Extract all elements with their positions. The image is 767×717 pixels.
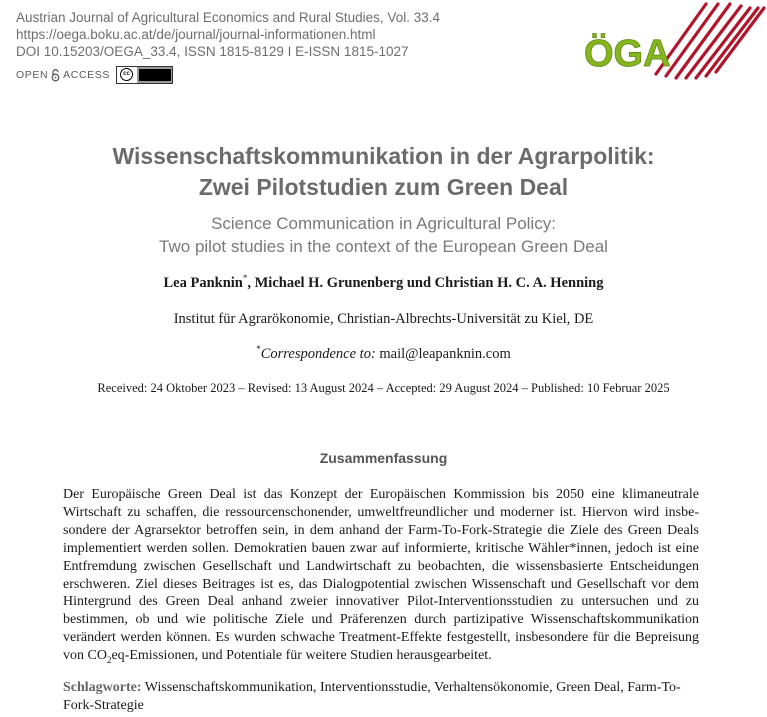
paper-subtitle	[0, 212, 767, 258]
author-others: , Michael H. Grunenberg und Christian H. C. A. Henning	[247, 274, 604, 291]
abstract-body	[63, 486, 699, 670]
correspondence	[0, 344, 767, 363]
cc-license-badge[interactable]	[116, 66, 173, 84]
author-1: Lea Panknin	[163, 274, 243, 291]
abstract-text: Der Europäische Green Deal ist das Konzept der Europäischen Kommission bis 2050 eine klimaneutrale Wirtschaft zu schaffen, die ressourcenschonender, umweltfreundlicher und moderner ist. Hiervon wird insbesondere der Agrarsektor betroffen sein, in dem anhand der Farm-To-Fork-Strategie die Ziele des Green Deals implementiert werden sollen. Demokratien bauen zwar auf informierte, kritische Wähler*innen, jedoch ist eine Entfremdung zwischen Gesellschaft und Landwirtschaft zu beobachten, die wissensbasierte Entscheidungen erschweren. Ziel dieses Beitrages ist es, das Dialogpotential zwischen Wissenschaft und Gesellschaft vor dem Hintergrund des Green Deal anhand zweier innovativer Pilot-Interventionsstudien zu untersuchen und zu bestimmen, ob und wie politische Ziele und Präferenzen durch partizipative Wissenschaftskommunikation verändert werden können. Es wurden schwache Treatment-Effekte festgestellt, insbesondere für die Bepreisung von CO	[63, 487, 699, 664]
oega-logo	[578, 0, 767, 96]
abstract-text-end: eq-Emissionen, und Potentiale für weitere Studien herausgearbeitet.	[111, 648, 492, 664]
title-line-2: Zwei Pilotstudien zum Green Deal	[198, 174, 569, 200]
keywords	[63, 679, 703, 715]
open-access-row	[16, 66, 173, 84]
keywords-text: Wissenschaftskommunikation, Interventionsstudie, Verhaltensökonomie, Green Deal, Farm-To-Fork-Strategie	[63, 680, 681, 713]
keywords-label: Schlagworte:	[63, 680, 142, 695]
oega-logo-text: ÖGA	[584, 33, 671, 75]
abstract-subscript: 2	[106, 654, 112, 665]
cc-icon: cc	[120, 68, 133, 81]
doi-issn: DOI 10.15203/OEGA_33.4, ISSN 1815-8129 I E-ISSN 1815-1027	[16, 44, 409, 59]
authors	[0, 273, 767, 292]
subtitle-line-1: Science Communication in Agricultural Policy:	[211, 214, 556, 233]
correspondence-label: Correspondence to:	[260, 345, 376, 362]
journal-name: Austrian Journal of Agricultural Economics and Rural Studies, Vol. 33.4	[16, 10, 440, 25]
subtitle-line-2: Two pilot studies in the context of the European Green Deal	[159, 237, 608, 256]
publication-dates: Received: 24 Oktober 2023 – Revised: 13 August 2024 – Accepted: 29 August 2024 – Published: 10 Februar 2025	[97, 381, 670, 395]
paper-title	[0, 141, 767, 203]
affiliation: Institut für Agrarökonomie, Christian-Albrechts-Universität zu Kiel, DE	[173, 311, 594, 327]
journal-header	[16, 9, 440, 60]
title-line-1: Wissenschaftskommunikation in der Agrarpolitik:	[112, 143, 655, 169]
abstract-heading: Zusammenfassung	[319, 450, 448, 466]
correspondence-email[interactable]: mail@leapanknin.com	[379, 345, 511, 362]
journal-url[interactable]: https://oega.boku.ac.at/de/journal/journal-informationen.html	[16, 27, 376, 42]
open-access-lock-icon	[51, 69, 60, 82]
open-access-label: OPEN ACCESS	[16, 69, 110, 81]
correspondence-mark: *	[242, 273, 248, 283]
correspondence-mark-2: *	[256, 344, 261, 354]
